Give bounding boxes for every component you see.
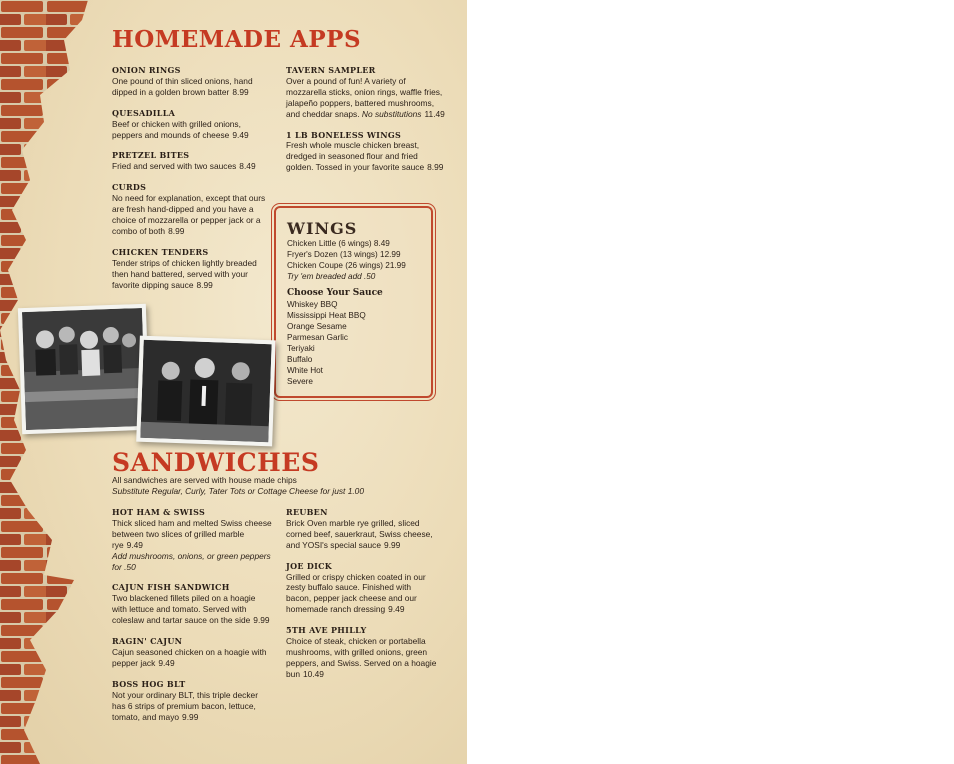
- sauce-item: Orange Sesame: [287, 322, 347, 331]
- sauce-item: White Hot: [287, 366, 323, 375]
- list-item: CURDS No need for explanation, except that ours are fresh hand-dipped and you have a choice of mozzarella or pepper jack or a combo of both 8.99: [112, 182, 266, 236]
- sandwiches-right-column: [286, 507, 438, 690]
- list-item: REUBEN Brick Oven marble rye grilled, sliced corned beef, sauerkraut, Swiss cheese, and YOSI's special sauce 9.99: [286, 507, 433, 550]
- sauce-heading: Choose Your Sauce: [287, 288, 383, 298]
- wing-option: Fryer's Dozen (13 wings) 12.99: [287, 250, 401, 259]
- wings-box: [274, 206, 433, 398]
- sandwiches-left-column: [112, 507, 272, 732]
- menu-page: [0, 0, 467, 764]
- list-item: BOSS HOG BLT Not your ordinary BLT, this triple decker has 6 strips of premium bacon, lettuce, tomato, and mayo 9.99: [112, 678, 258, 722]
- sauce-item: Mississippi Heat BBQ: [287, 311, 366, 320]
- sandwiches-title: SANDWICHES: [112, 448, 320, 477]
- apps-title: HOMEMADE APPS: [112, 26, 362, 53]
- sauce-item: Parmesan Garlic: [287, 333, 348, 342]
- apps-left-column: [112, 65, 272, 300]
- wing-option: Chicken Little (6 wings) 8.49: [287, 239, 390, 248]
- wings-title: WINGS: [287, 219, 358, 238]
- list-item: ONION RINGS One pound of thin sliced onions, hand dipped in a golden brown batter 8.99: [112, 65, 253, 97]
- sauce-item: Teriyaki: [287, 344, 315, 353]
- list-item: CAJUN FISH SANDWICH Two blackened fillets piled on a hoagie with lettuce and tomato. Served with coleslaw and tartar sauce on the side 9.99: [112, 582, 270, 626]
- list-item: 1 LB BONELESS WINGS Fresh whole muscle chicken breast, dredged in seasoned flour and fried golden. Tossed in your favorite sauce 8.99: [286, 129, 444, 173]
- apps-right-column: [286, 65, 446, 183]
- list-item: TAVERN SAMPLER Over a pound of fun! A variety of mozzarella sticks, onion rings, waffle fries, jalapeño poppers, battered mushrooms, and cheddar snaps. No substitutions 11.49: [286, 65, 445, 119]
- sauce-item: Buffalo: [287, 355, 313, 364]
- list-item: HOT HAM & SWISS Thick sliced ham and melted Swiss cheese between two slices of grilled marble rye 9.49 Add mushrooms, onions, or green peppers for .50: [112, 507, 272, 572]
- breaded-note: Try 'em breaded add .50: [287, 272, 376, 281]
- sauce-item: Severe: [287, 377, 313, 386]
- list-item: 5TH AVE PHILLY Choice of steak, chicken or portabella mushrooms, with grilled onions, green peppers, and Swiss. Served on a hoagie bun 10.49: [286, 625, 437, 679]
- list-item: CHICKEN TENDERS Tender strips of chicken lightly breaded then hand battered, served with your favorite dipping sauce 8.99: [112, 246, 257, 290]
- vintage-photo-crowd: [18, 304, 150, 434]
- sandwiches-intro: All sandwiches are served with house made chips Substitute Regular, Curly, Tater Tots or Cottage Cheese for just 1.00: [112, 475, 365, 496]
- sauce-item: Whiskey BBQ: [287, 300, 338, 309]
- wing-option: Chicken Coupe (26 wings) 21.99: [287, 261, 406, 270]
- vintage-photo-toast: [136, 336, 276, 447]
- list-item: JOE DICK Grilled or crispy chicken coated in our zesty buffalo sauce. Finished with bacon, pepper jack cheese and our homemade ranch dressing 9.49: [286, 560, 426, 615]
- list-item: PRETZEL BITES Fried and served with two sauces 8.49: [112, 150, 256, 172]
- list-item: RAGIN' CAJUN Cajun seasoned chicken on a hoagie with pepper jack 9.49: [112, 636, 267, 668]
- list-item: QUESADILLA Beef or chicken with grilled onions, peppers and mounds of cheese 9.49: [112, 107, 249, 140]
